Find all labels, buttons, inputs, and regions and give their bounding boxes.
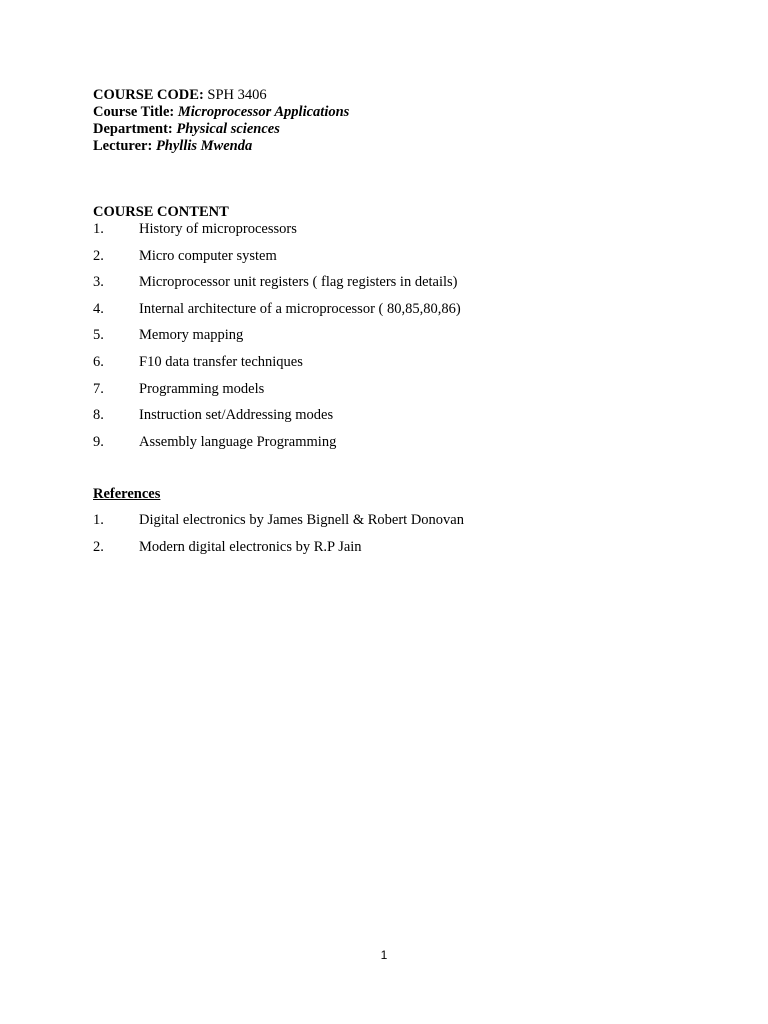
course-code-label: COURSE CODE: — [93, 87, 204, 103]
item-text: Instruction set/Addressing modes — [139, 407, 334, 424]
references-heading: References — [93, 486, 161, 502]
item-text: History of microprocessors — [139, 221, 297, 237]
course-title-value: Microprocessor Applications — [177, 104, 350, 120]
item-number: 7. — [93, 380, 104, 397]
item-number: 1. — [93, 221, 104, 237]
item-number: 4. — [93, 300, 104, 317]
department-value: Physical sciences — [176, 121, 280, 137]
lecturer-row — [93, 138, 349, 155]
item-number: 6. — [93, 353, 104, 370]
item-number: 2. — [93, 247, 104, 264]
item-number: 1. — [93, 512, 104, 528]
item-text: Memory mapping — [139, 327, 244, 344]
course-code-row — [93, 87, 349, 104]
lecturer-label: Lecturer: — [93, 138, 153, 154]
course-title-label: Course Title: — [93, 104, 175, 120]
item-number: 5. — [93, 327, 104, 344]
item-text: Micro computer system — [139, 247, 277, 264]
item-text: Programming models — [139, 380, 265, 397]
course-content-heading: COURSE CONTENT — [93, 204, 229, 220]
item-text: Internal architecture of a microprocessor ( 80,85,80,86) — [139, 300, 461, 317]
item-text: Assembly language Programming — [139, 433, 337, 450]
item-text: Digital electronics by James Bignell & Robert Donovan — [139, 512, 464, 528]
item-text: Modern digital electronics by R.P Jain — [139, 538, 362, 555]
item-text: Microprocessor unit registers ( flag registers in details) — [139, 274, 458, 291]
item-number: 9. — [93, 433, 104, 450]
item-number: 3. — [93, 274, 104, 291]
item-number: 8. — [93, 407, 104, 424]
course-title-row — [93, 104, 349, 121]
course-code-value: SPH 3406 — [207, 87, 267, 103]
department-row — [93, 121, 349, 138]
lecturer-value: Phyllis Mwenda — [155, 138, 253, 154]
course-header — [93, 87, 349, 155]
department-label: Department: — [93, 121, 173, 137]
page-number: 1 — [380, 948, 388, 962]
item-text: F10 data transfer techniques — [139, 353, 303, 370]
item-number: 2. — [93, 538, 104, 555]
